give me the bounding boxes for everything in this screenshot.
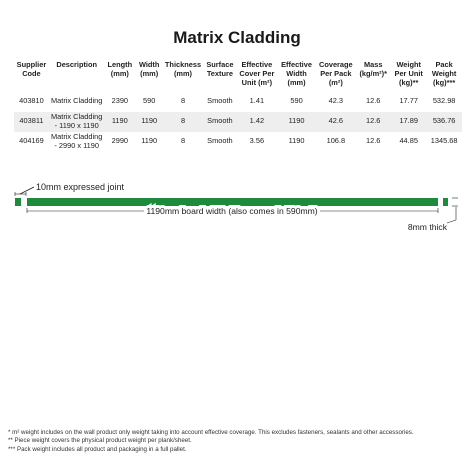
cell-description: Matrix Cladding - 1190 x 1190 — [51, 112, 103, 130]
header-coverage-per-pack: Coverage Per Pack (m²) — [318, 60, 353, 87]
header-mass: Mass (kg/m²)* — [359, 60, 387, 78]
cell-mass: 12.6 — [366, 96, 381, 106]
table-row — [14, 112, 462, 132]
cell-weight-per-unit: 44.85 — [399, 136, 418, 146]
header-effective-cover: Effective Cover Per Unit (m²) — [239, 60, 275, 87]
cell-description: Matrix Cladding - 2990 x 1190 — [51, 132, 103, 150]
cell-pack-weight: 532.98 — [432, 96, 456, 106]
cell-mass: 12.6 — [366, 116, 381, 126]
cell-length: 2390 — [111, 96, 129, 106]
board-main — [27, 198, 438, 206]
cell-weight-per-unit: 17.77 — [399, 96, 418, 106]
cell-pack-weight: 536.76 — [432, 116, 456, 126]
cell-effective-width: 1190 — [288, 136, 305, 146]
cell-coverage-per-pack: 42.6 — [328, 116, 344, 126]
cell-effective-cover: 1.41 — [249, 96, 265, 106]
cell-pack-weight: 1345.68 — [430, 136, 458, 146]
header-description: Description — [56, 60, 98, 69]
cell-surface-texture: Smooth — [207, 136, 233, 146]
joint-label: 10mm expressed joint — [36, 182, 125, 192]
cell-effective-width: 1190 — [288, 116, 305, 126]
cell-mass: 12.6 — [366, 136, 381, 146]
width-label: 1190mm board width (also comes in 590mm) — [146, 206, 318, 216]
header-supplier-code: Supplier Code — [16, 60, 47, 78]
header-thickness: Thickness (mm) — [164, 60, 202, 78]
header-effective-width: Effective Width (mm) — [281, 60, 312, 87]
cell-surface-texture: Smooth — [207, 96, 233, 106]
thickness-leader-diagonal — [447, 220, 456, 223]
header-length: Length (mm) — [107, 60, 133, 78]
cell-effective-width: 590 — [290, 96, 303, 106]
cell-effective-cover: 1.42 — [249, 116, 265, 126]
board-right-edge — [443, 198, 448, 206]
cell-width: 1190 — [141, 116, 158, 126]
footnotes — [8, 429, 468, 454]
footnote-pack-weight: *** Pack weight includes all product and packaging in a full pallet. — [8, 445, 187, 453]
cell-surface-texture: Smooth — [207, 116, 233, 126]
header-width: Width (mm) — [138, 60, 160, 78]
cell-length: 2990 — [111, 136, 129, 146]
header-surface-texture: Surface Texture — [206, 60, 234, 78]
cell-supplier-code: 403810 — [19, 96, 44, 106]
cell-width: 590 — [143, 96, 156, 106]
spec-table — [14, 60, 462, 152]
cell-weight-per-unit: 17.89 — [399, 116, 418, 126]
header-weight-per-unit: Weight Per Unit (kg)** — [394, 60, 423, 87]
cell-thickness: 8 — [180, 136, 186, 146]
cell-coverage-per-pack: 42.3 — [328, 96, 344, 106]
board-left-edge — [15, 198, 21, 206]
page-title: Matrix Cladding — [173, 28, 301, 47]
board-diagram — [0, 180, 474, 240]
joint-leader-line — [20, 187, 34, 194]
cell-width: 1190 — [141, 136, 158, 146]
cell-coverage-per-pack: 106.8 — [326, 136, 346, 146]
cell-thickness: 8 — [180, 96, 186, 106]
footnote-mass: * m² weight includes on the wall product only weight taking into account effective coverage. This excludes fasteners, sealants and other accessories. — [8, 429, 414, 436]
table-header-row — [14, 60, 462, 92]
table-row — [14, 92, 462, 112]
cell-description: Matrix Cladding — [51, 96, 103, 106]
cell-supplier-code: 403811 — [19, 116, 44, 126]
header-pack-weight: Pack Weight (kg)*** — [431, 60, 457, 87]
cell-supplier-code: 404169 — [19, 136, 44, 146]
table-row — [14, 132, 462, 152]
cell-thickness: 8 — [180, 116, 186, 126]
cell-effective-cover: 3.56 — [249, 136, 265, 146]
footnote-piece-weight: ** Piece weight covers the physical product weight per plank/sheet. — [8, 437, 192, 445]
cell-length: 1190 — [111, 116, 128, 126]
thickness-label: 8mm thick — [407, 222, 447, 232]
